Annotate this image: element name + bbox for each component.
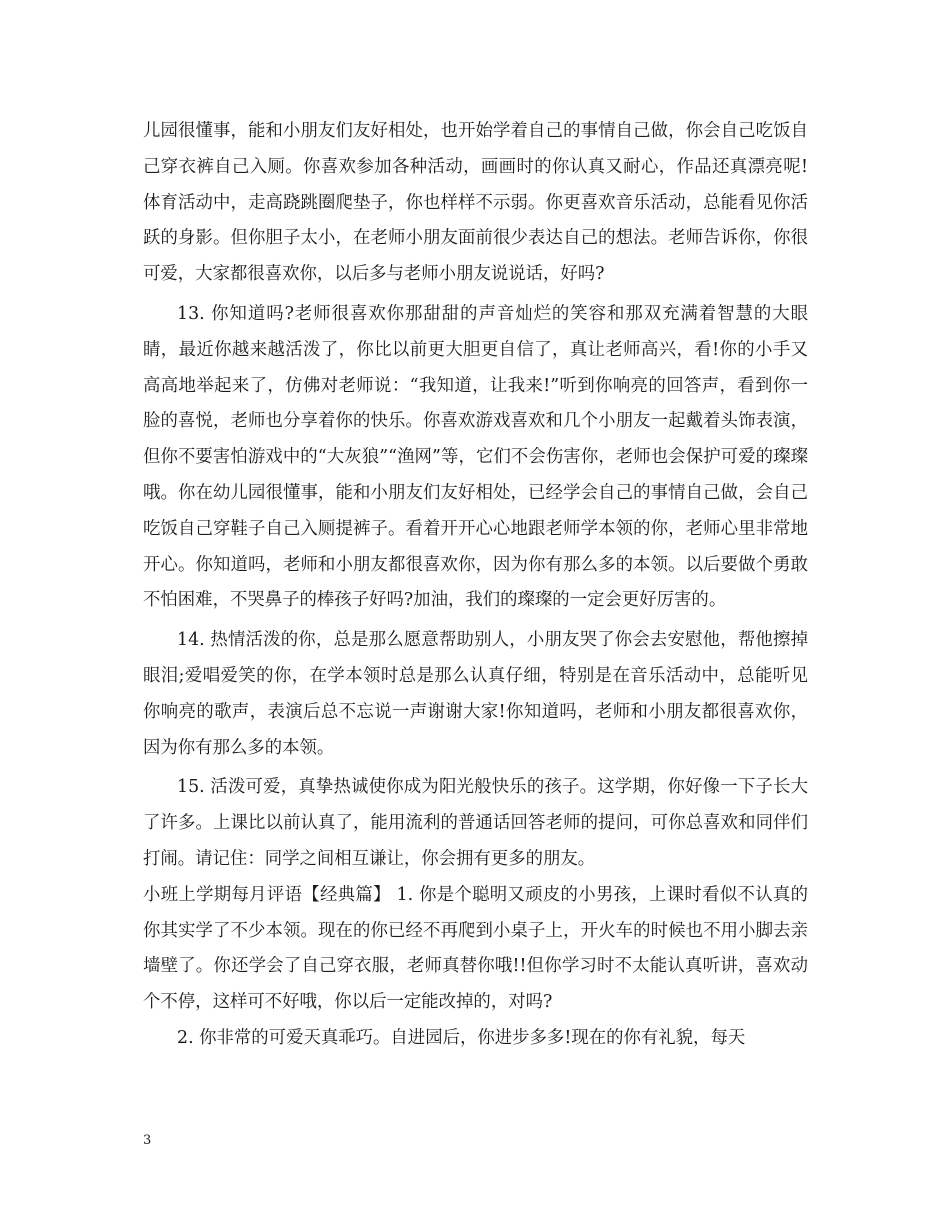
paragraph-item-15: 15. 活泼可爱，真挚热诚使你成为阳光般快乐的孩子。这学期，你好像一下子长大了许多。上课比以前认真了，能用流利的普通话回答老师的提问，可你总喜欢和同伴们打闹。请记住：同学之间相互谦让，你会拥有更多的朋友。 <box>143 777 808 869</box>
paragraph-item-2: 2. 你非常的可爱天真乖巧。自进园后，你进步多多!现在的你有礼貌，每天 <box>177 1027 746 1048</box>
paragraph-item-14: 14. 热情活泼的你，总是那么愿意帮助别人，小朋友哭了你会去安慰他，帮他擦掉眼泪;爱唱爱笑的你，在学本领时总是那么认真仔细，特别是在音乐活动中，总能听见你响亮的歌声，表演后总不忘说一声谢谢大家!你知道吗，老师和小朋友都很喜欢你，因为你有那么多的本领。 <box>143 630 808 758</box>
page-number: 3 <box>143 1133 152 1148</box>
paragraph-continuation: 儿园很懂事，能和小朋友们友好相处，也开始学着自己的事情自己做，你会自己吃饭自己穿衣裤自己入厕。你喜欢参加各种活动，画画时的你认真又耐心，作品还真漂亮呢!体育活动中，走高跷跳圈爬垫子，你也样样不示弱。你更喜欢音乐活动，总能看见你活跃的身影。但你胆子太小，在老师小朋友面前很少表达自己的想法。老师告诉你，你很可爱，大家都很喜欢你，以后多与老师小朋友说说话，好吗? <box>143 121 808 285</box>
document-body <box>143 114 808 1057</box>
paragraph-item-13: 13. 你知道吗?老师很喜欢你那甜甜的声音灿烂的笑容和那双充满着智慧的大眼睛，最近你越来越活泼了，你比以前更大胆更自信了，真让老师高兴，看!你的小手又高高地举起来了，仿佛对老师说：“我知道，让我来!”听到你响亮的回答声，看到你一脸的喜悦，老师也分享着你的快乐。你喜欢游戏喜欢和几个小朋友一起戴着头饰表演，但你不要害怕游戏中的“大灰狼”“渔网”等，它们不会伤害你，老师也会保护可爱的璨璨哦。你在幼儿园很懂事，能和小朋友们友好相处，已经学会自己的事情自己做，会自己吃饭自己穿鞋子自己入厕提裤子。看着开开心心地跟老师学本领的你，老师心里非常地开心。你知道吗，老师和小朋友都很喜欢你，因为你有那么多的本领。以后要做个勇敢不怕困难，不哭鼻子的棒孩子好吗?加油，我们的璨璨的一定会更好厉害的。 <box>143 303 808 611</box>
paragraph-section-heading-item-1: 小班上学期每月评语【经典篇】 1. 你是个聪明又顽皮的小男孩，上课时看似不认真的你其实学了不少本领。现在的你已经不再爬到小桌子上，开火车的时候也不用小脚去亲墙壁了。你还学会了自己穿衣服，老师真替你哦!!但你学习时不太能认真听讲，喜欢动个不停，这样可不好哦，你以后一定能改掉的，对吗? <box>143 884 808 1013</box>
